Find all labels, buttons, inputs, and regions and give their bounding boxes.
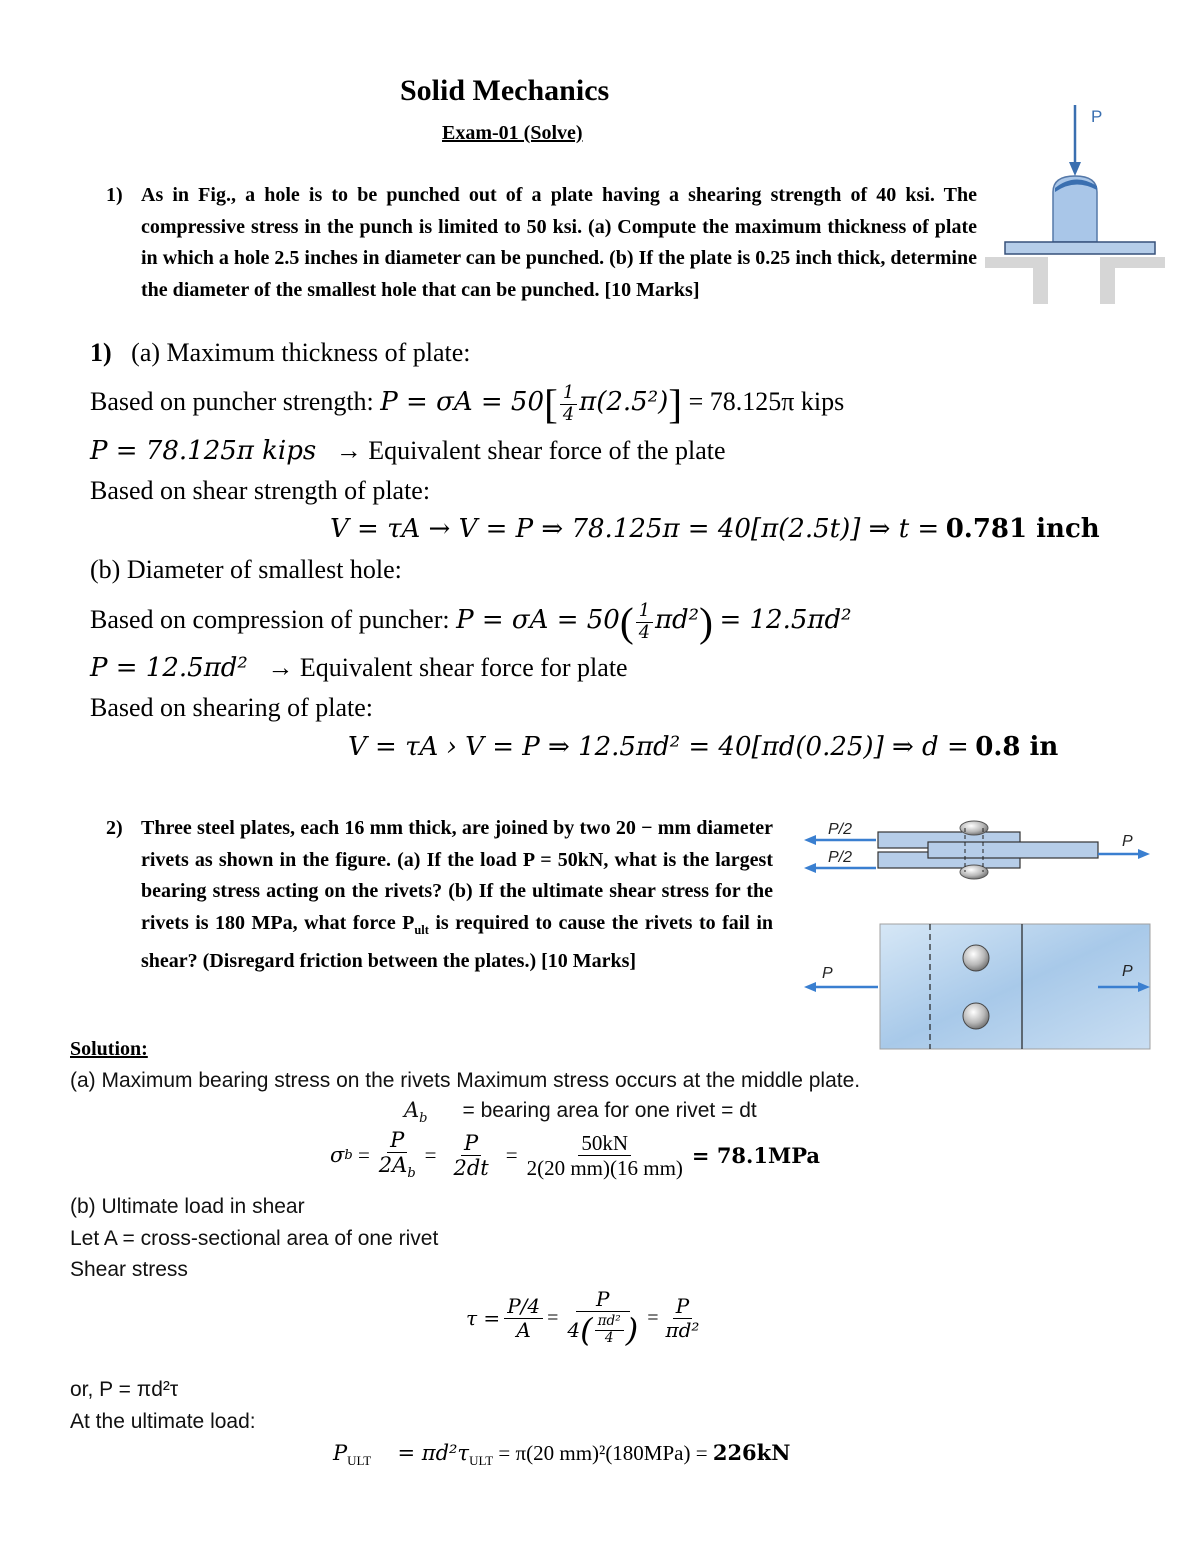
die-left-leg [1033, 268, 1048, 304]
shear-strength-heading: Based on shear strength of plate: [90, 476, 431, 505]
rivet-2 [963, 1003, 989, 1029]
thickness-equation [330, 514, 1100, 544]
rivet-head-bottom [960, 865, 988, 879]
eq-equiv-lhs: P = 78.125π kips [90, 436, 317, 466]
or-p-line: or, P = πd²τ [70, 1378, 179, 1401]
shear-stress-equation: τ = $\frac{P/4}{A}$ = P 4 ( $\frac{\text{πd²}}{4}$ ) = $\frac{P}{\text{πd²}}$ [466, 1287, 700, 1349]
eq-equiv2-lhs: P = 12.5πd² [90, 653, 248, 683]
shearing-heading: Based on shearing of plate: [90, 693, 374, 722]
compression-prefix: Based on compression of puncher: [90, 604, 450, 634]
punch-figure [985, 100, 1165, 310]
part-b-heading: (b) Diameter of smallest hole: [90, 555, 402, 584]
solution-1-number: 1) [90, 338, 112, 367]
page-subtitle: Exam-01 (Solve) [442, 122, 583, 144]
diameter-equation [348, 732, 1058, 762]
eq-p2-result: = 12.5πd² [719, 604, 852, 635]
puncher-prefix: Based on puncher strength: [90, 386, 374, 416]
eq-d: V = τA › V = P ⇒ 12.5πd² = 40[πd(0.25)] ⇒ d = [348, 732, 969, 762]
label-plan-right: P [1122, 963, 1133, 980]
ultimate-load-equation: $P_{ULT}$ = $\pi d^2\tau_{ULT} = \pi(20$ mm)²(180MPa) = 226kN [333, 1440, 791, 1469]
let-a-line: Let A = cross-sectional area of one rivet [70, 1227, 439, 1250]
bearing-stress-answer: = 78.1MPa [691, 1142, 821, 1168]
shear-stress-label: Shear stress [70, 1258, 188, 1281]
eq-equiv2-rhs: → Equivalent shear force for plate [267, 653, 628, 682]
load-arrowhead [1069, 162, 1081, 176]
bearing-area-rhs: = bearing area for one rivet = dt [462, 1099, 757, 1122]
label-p-half-top: P/2 [828, 821, 853, 838]
ultimate-load-label: At the ultimate load: [70, 1410, 256, 1433]
thickness-answer: 0.781 inch [945, 514, 1100, 544]
label-plan-left: P [822, 965, 833, 982]
question-2-end: is required to cause the rivets to fail in shear? (Disregard friction between the plates.) [10 Marks] [141, 911, 773, 972]
question-2-body: Three steel plates, each 16 mm thick, are joined by two 20 − mm diameter rivets as shown in the figure. (a) If the load P = 50kN, what is the largest bearing stress acting on the rivets? (b) If the ultimate shear stress for the rivets is 180 MPa, what force P [141, 817, 773, 934]
die-left-top [985, 257, 1048, 268]
eq-t: V = τA → V = P ⇒ 78.125π = 40[π(2.5t)] ⇒ t = [330, 514, 940, 544]
equivalent-shear-line-1 [90, 436, 726, 466]
diameter-answer: 0.8 in [975, 732, 1059, 762]
bearing-area-line: $A_b$ = bearing area for one rivet = dt [404, 1098, 757, 1127]
eq-p-result: = 78.125π kips [688, 386, 845, 416]
eq-p2-body: πd² [654, 604, 700, 635]
rivet-1 [963, 945, 989, 971]
part-a-heading: (a) Maximum thickness of plate: [131, 338, 471, 367]
solution-1-heading [90, 338, 471, 368]
puncher-strength-line: Based on puncher strength: P = σA = 50[ $\frac{1}{4}$ π(2.5²)] = 78.125π kips [90, 381, 845, 427]
rivet-head-top [960, 821, 988, 835]
bearing-stress-equation: σ b = $\frac{P}{2A_b}$ = $\frac{P}{2dt}$ = $\frac{50kN}{2(20 mm)(16 mm)}$ = 78.1MPa [330, 1128, 821, 1182]
question-2-number: 2) [106, 817, 123, 839]
plate [1005, 242, 1155, 254]
part-a-line: (a) Maximum bearing stress on the rivets Maximum stress occurs at the middle plate. [70, 1069, 861, 1092]
eq-p-intro: P = σA = 50 [380, 386, 544, 417]
question-2-text [141, 813, 773, 978]
rivet-joint-figure [800, 812, 1162, 1057]
eq-p-body: π(2.5²) [579, 386, 669, 417]
eq-equiv-rhs: → Equivalent shear force of the plate [335, 436, 726, 465]
question-1-number: 1) [106, 184, 123, 206]
eq-p2-intro: P = σA = 50 [456, 604, 620, 635]
compression-line: Based on compression of puncher: P = σA = 50( $\frac{1}{4}$ πd²) = 12.5πd² [90, 599, 852, 645]
load-label: P [1091, 107, 1103, 126]
ultimate-load-answer: 226kN [712, 1440, 791, 1465]
die-right-leg [1100, 268, 1115, 304]
die-right-top [1100, 257, 1165, 268]
middle-plate [928, 842, 1098, 858]
part-b-line: (b) Ultimate load in shear [70, 1195, 305, 1218]
page-title: Solid Mechanics [400, 74, 610, 107]
p-ult-subscript: ult [414, 922, 429, 937]
frac-one-quarter-2: $\frac{1}{4}$ [636, 601, 653, 643]
frac-one-quarter: $\frac{1}{4}$ [560, 383, 577, 425]
equivalent-shear-line-2 [90, 653, 628, 683]
label-p-half-bottom: P/2 [828, 849, 853, 866]
question-1-text: As in Fig., a hole is to be punched out of a plate having a shearing strength of 40 ksi. The compressive stress in the punch is limited to 50 ksi. (a) Compute the maximum thickness of plate in which a hole 2.5 inches in diameter can be punched. (b) If the plate is 0.25 inch thick, determine the diameter of the smallest hole that can be punched. [10 Marks] [141, 184, 977, 301]
solution-label: Solution: [70, 1038, 148, 1060]
label-p-right: P [1122, 833, 1133, 850]
